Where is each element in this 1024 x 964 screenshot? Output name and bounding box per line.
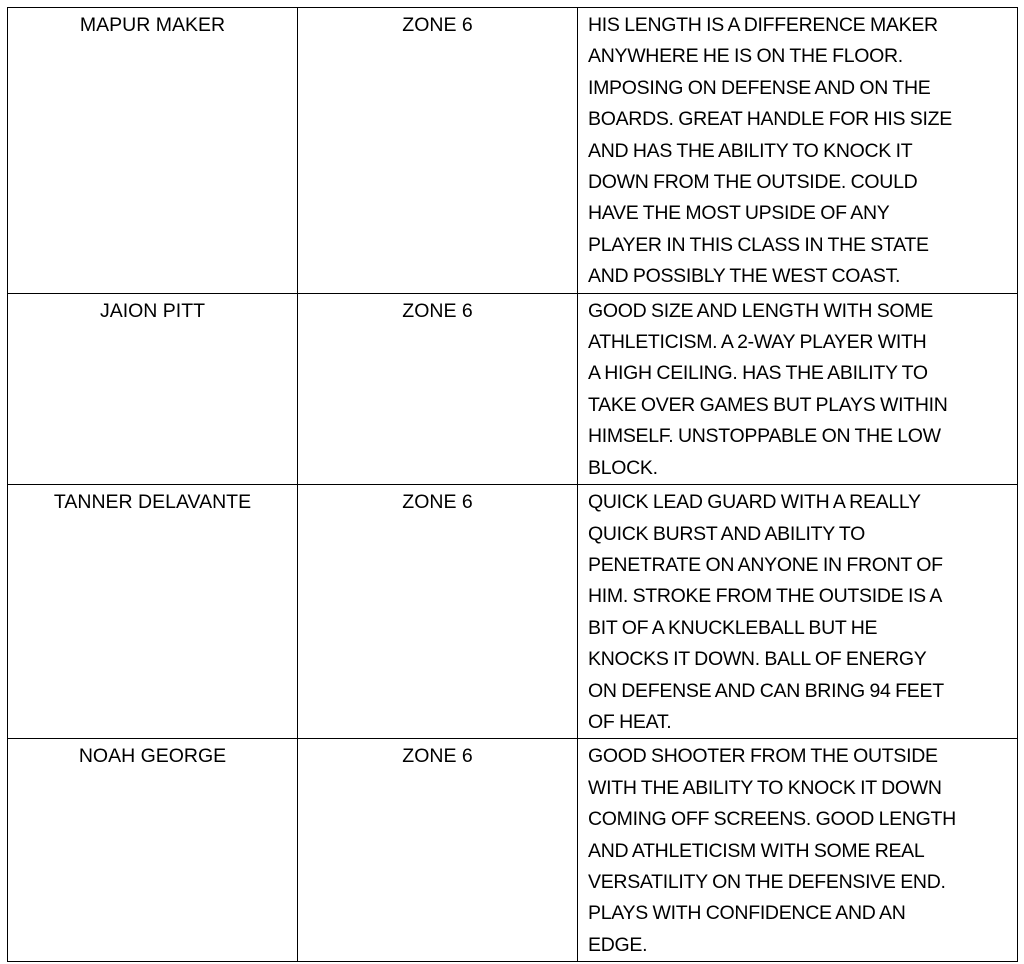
description-line: BLOCK. [588, 456, 658, 479]
player-scouting-table [7, 7, 1018, 962]
player-name: JAION PITT [99, 299, 206, 322]
description-line: GOOD SIZE AND LENGTH WITH SOME [588, 299, 933, 322]
description-line: ATHLETICISM. A 2-WAY PLAYER WITH [588, 331, 927, 354]
player-description-cell [578, 8, 1018, 294]
description-line: ON DEFENSE AND CAN BRING 94 FEET [588, 679, 944, 702]
player-zone-cell [298, 8, 578, 294]
player-description-cell [578, 485, 1018, 739]
player-name-cell [8, 8, 298, 294]
description-line: HIM. STROKE FROM THE OUTSIDE IS A [588, 585, 943, 608]
description-line: PENETRATE ON ANYONE IN FRONT OF [588, 553, 943, 576]
table-row [8, 485, 1018, 739]
description-line: AND ATHLETICISM WITH SOME REAL [588, 839, 925, 862]
description-line: HIMSELF. UNSTOPPABLE ON THE LOW [588, 425, 941, 448]
player-zone-cell [298, 293, 578, 484]
player-name-cell [8, 293, 298, 484]
player-name: MAPUR MAKER [79, 14, 226, 36]
description-line: ANYWHERE HE IS ON THE FLOOR. [588, 45, 903, 68]
description-line: VERSATILITY ON THE DEFENSIVE END. [588, 870, 946, 893]
description-line: QUICK BURST AND ABILITY TO [588, 522, 866, 545]
player-zone: ZONE 6 [402, 299, 473, 322]
description-line: HIS LENGTH IS A DIFFERENCE MAKER [588, 14, 938, 36]
description-line: KNOCKS IT DOWN. BALL OF ENERGY [588, 648, 927, 671]
description-line: HAVE THE MOST UPSIDE OF ANY [588, 202, 890, 225]
description-line: TAKE OVER GAMES BUT PLAYS WITHIN [588, 393, 948, 416]
table-row [8, 739, 1018, 962]
description-line: PLAYER IN THIS CLASS IN THE STATE [588, 233, 929, 256]
player-description-cell [578, 293, 1018, 484]
description-line: AND HAS THE ABILITY TO KNOCK IT [588, 139, 913, 162]
player-zone: ZONE 6 [402, 491, 473, 514]
table-row [8, 8, 1018, 294]
description-line: QUICK LEAD GUARD WITH A REALLY [588, 491, 921, 514]
player-name-cell [8, 739, 298, 962]
description-line: WITH THE ABILITY TO KNOCK IT DOWN [588, 776, 942, 799]
description-line: COMING OFF SCREENS. GOOD LENGTH [588, 808, 956, 831]
description-line: IMPOSING ON DEFENSE AND ON THE [588, 76, 931, 99]
player-name-cell [8, 485, 298, 739]
description-line: A HIGH CEILING. HAS THE ABILITY TO [588, 362, 928, 385]
description-line: AND POSSIBLY THE WEST COAST. [588, 265, 901, 288]
description-line: BOARDS. GREAT HANDLE FOR HIS SIZE [588, 108, 952, 131]
description-line: OF HEAT. [588, 710, 672, 733]
player-description-cell [578, 739, 1018, 962]
player-name: TANNER DELAVANTE [53, 491, 252, 514]
player-zone-cell [298, 739, 578, 962]
player-zone: ZONE 6 [402, 745, 473, 768]
description-line: EDGE. [588, 933, 648, 956]
table-row [8, 293, 1018, 484]
player-name: NOAH GEORGE [78, 745, 227, 768]
description-line: GOOD SHOOTER FROM THE OUTSIDE [588, 745, 938, 768]
player-zone: ZONE 6 [402, 14, 473, 36]
table-body [8, 8, 1018, 962]
description-line: DOWN FROM THE OUTSIDE. COULD [588, 171, 918, 194]
player-zone-cell [298, 485, 578, 739]
description-line: PLAYS WITH CONFIDENCE AND AN [588, 902, 906, 925]
description-line: BIT OF A KNUCKLEBALL BUT HE [588, 616, 878, 639]
